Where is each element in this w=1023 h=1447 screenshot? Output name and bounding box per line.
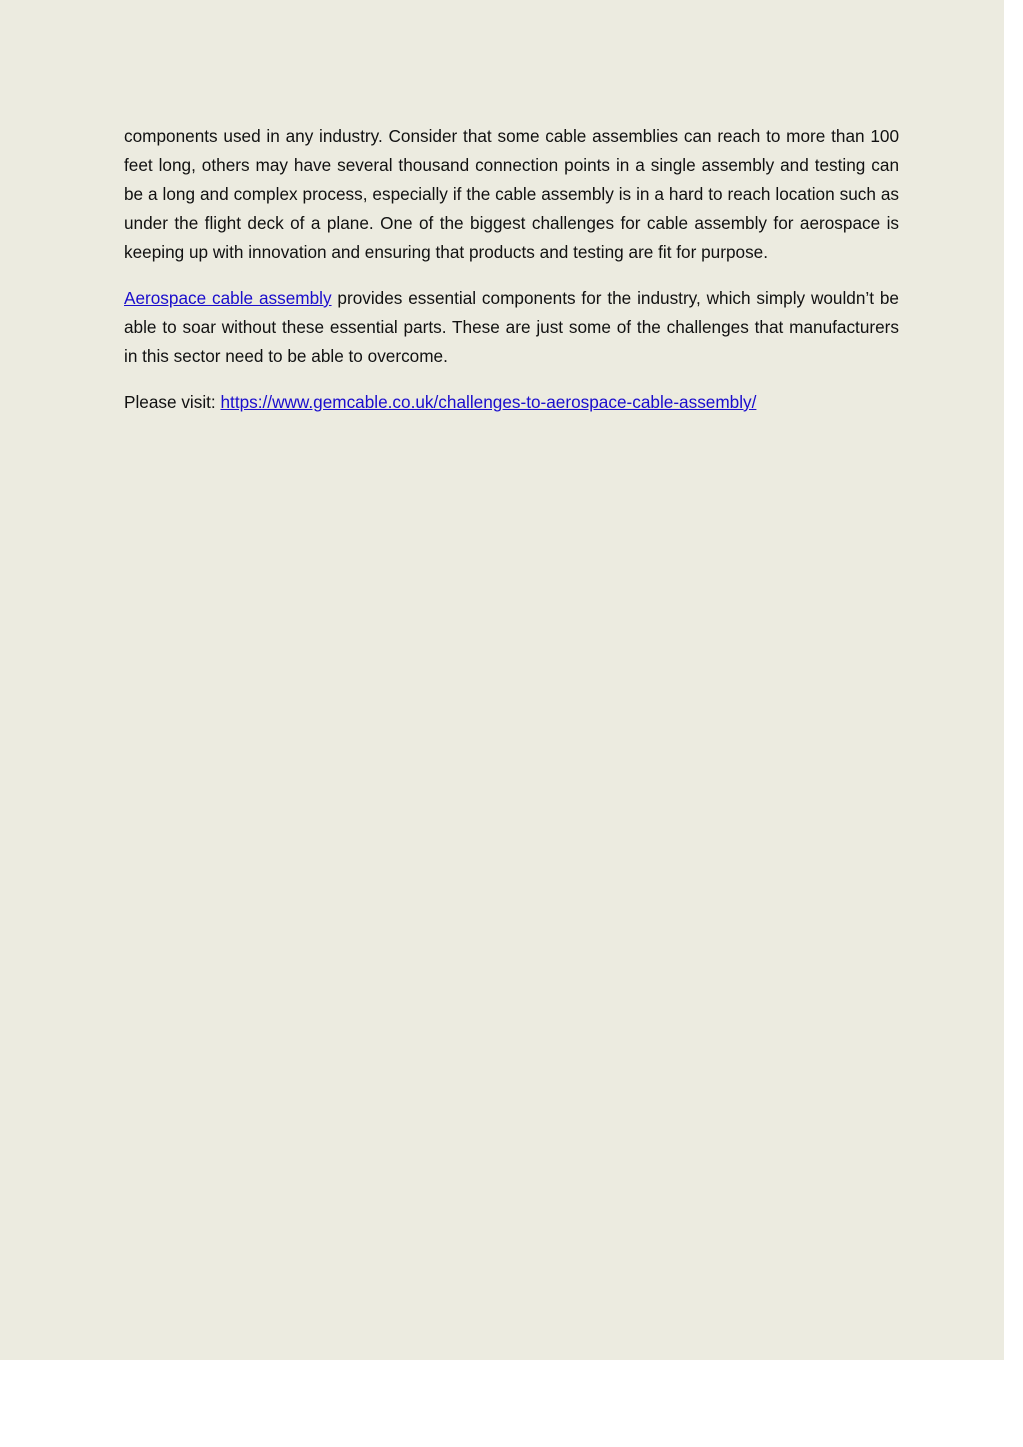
aerospace-cable-assembly-link[interactable]: Aerospace cable assembly xyxy=(124,288,332,308)
visit-line xyxy=(124,388,899,417)
paragraph-cable-testing: components used in any industry. Consider that some cable assemblies can reach to more than 100 feet long, others may have several thousand connection points in a single assembly and testing can be a long and complex process, especially if the cable assembly is in a hard to reach location such as under the flight deck of a plane. One of the biggest challenges for cable assembly for aerospace is keeping up with innovation and ensuring that products and testing are fit for purpose. xyxy=(124,126,899,262)
paragraph-aerospace-text: provides essential components for the industry, which simply wouldn’t be able to soar without these essential parts. These are just some of the challenges that manufacturers in this sector need to be able to overcome. xyxy=(124,288,899,366)
visit-label: Please visit: xyxy=(124,392,221,412)
gemcable-url-link[interactable]: https://www.gemcable.co.uk/challenges-to-aerospace-cable-assembly/ xyxy=(220,392,757,412)
paragraph-aerospace-assembly xyxy=(124,284,899,371)
document-body xyxy=(124,122,899,434)
